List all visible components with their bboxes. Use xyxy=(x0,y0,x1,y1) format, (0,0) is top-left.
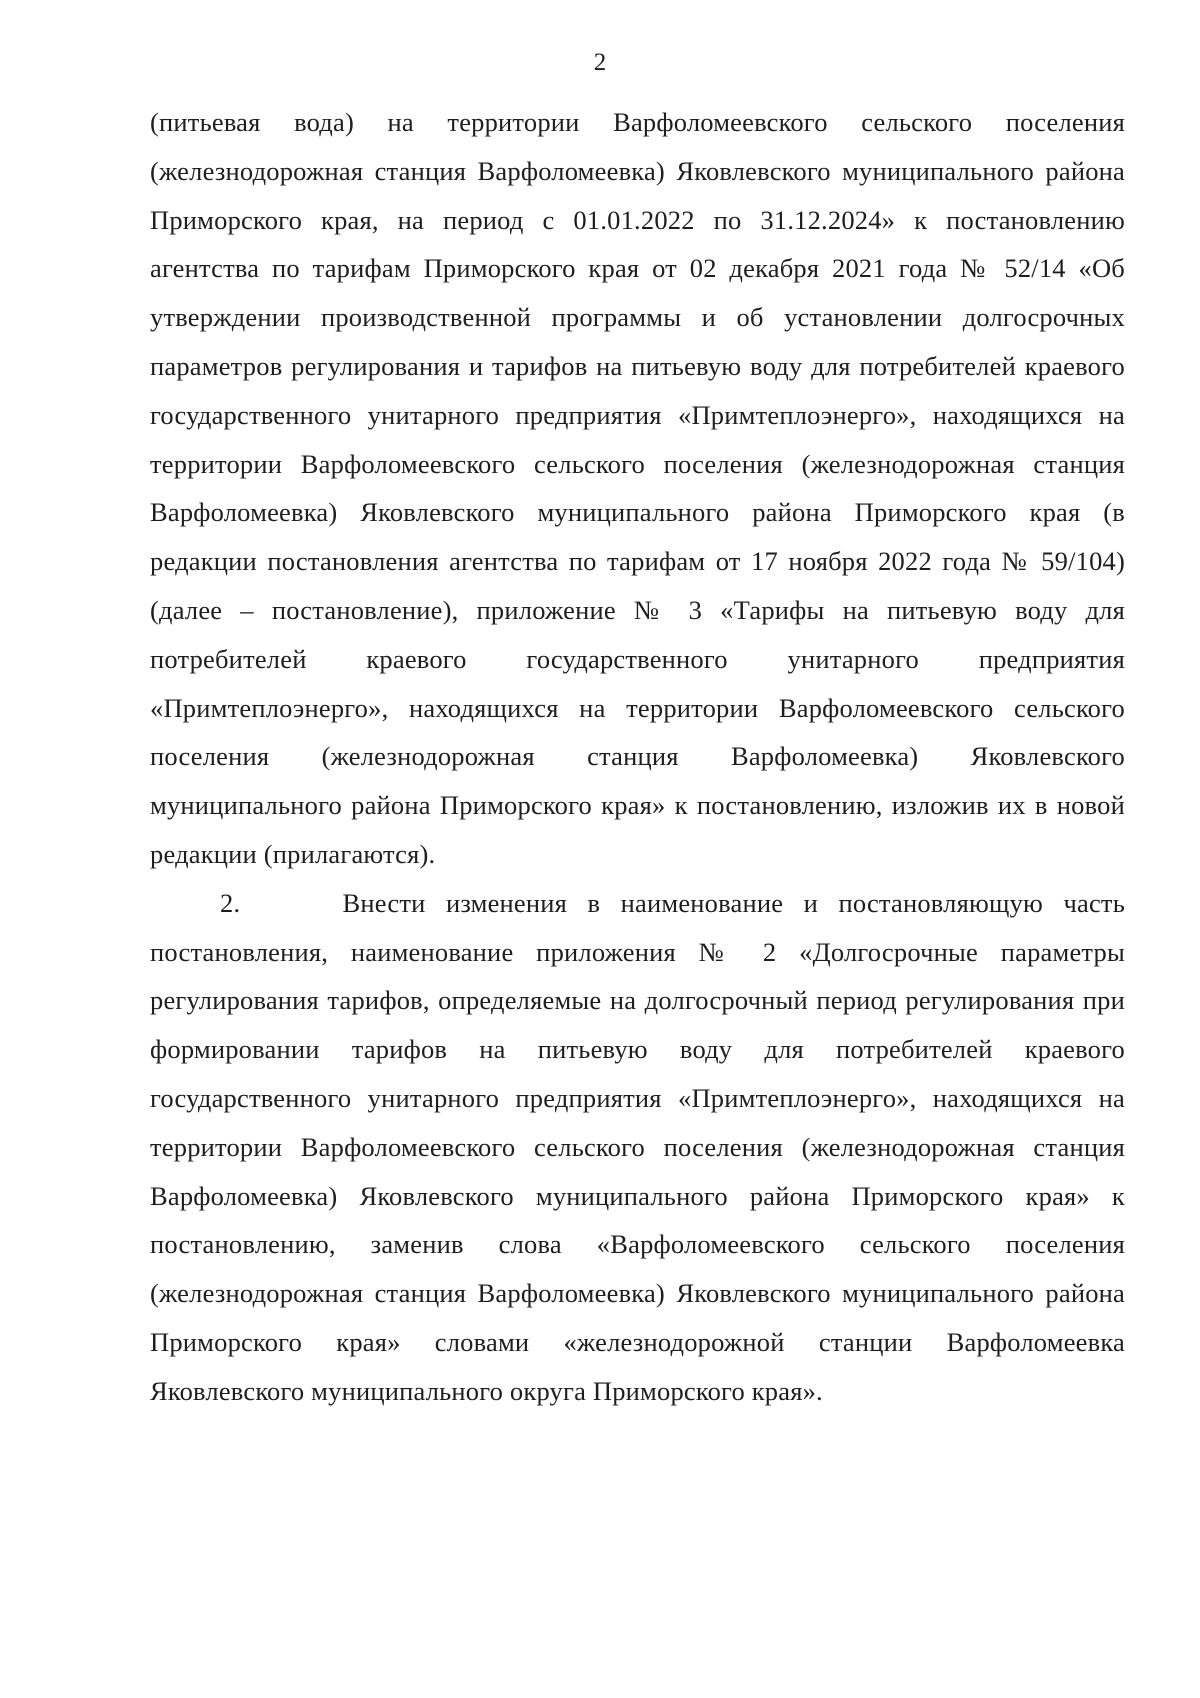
paragraph-continuation: (питьевая вода) на территории Варфоломеевского сельского поселения (железнодорожная станция Варфоломеевка) Яковлевского муниципального района Приморского края, на период с 01.01.2022 по 31.12.2024» к постановлению агентства по тарифам Приморского края от 02 декабря 2021 года № 52/14 «Об утверждении производственной программы и об установлении долгосрочных параметров регулирования и тарифов на питьевую воду для потребителей краевого государственного унитарного предприятия «Примтеплоэнерго», находящихся на территории Варфоломеевского сельского поселения (железнодорожная станция Варфоломеевка) Яковлевского муниципального района Приморского края (в редакции постановления агентства по тарифам от 17 ноября 2022 года № 59/104) (далее – постановление), приложение № 3 «Тарифы на питьевую воду для потребителей краевого государственного унитарного предприятия «Примтеплоэнерго», находящихся на территории Варфоломеевского сельского поселения (железнодорожная станция Варфоломеевка) Яковлевского муниципального района Приморского края» к постановлению, изложив их в новой редакции (прилагаются). xyxy=(150,107,1125,869)
document-body xyxy=(150,98,1132,1416)
page-number: 2 xyxy=(593,49,607,76)
paragraph-item-2: 2. Внести изменения в наименование и постановляющую часть постановления, наименование приложения № 2 «Долгосрочные параметры регулирования тарифов, определяемые на долгосрочный период регулирования при формировании тарифов на питьевую воду для потребителей краевого государственного унитарного предприятия «Примтеплоэнерго», находящихся на территории Варфоломеевского сельского поселения (железнодорожная станция Варфоломеевка) Яковлевского муниципального района Приморского края» к постановлению, заменив слова «Варфоломеевского сельского поселения (железнодорожная станция Варфоломеевка) Яковлевского муниципального района Приморского края» словами «железнодорожной станции Варфоломеевка Яковлевского муниципального округа Приморского края». xyxy=(150,887,1132,1406)
